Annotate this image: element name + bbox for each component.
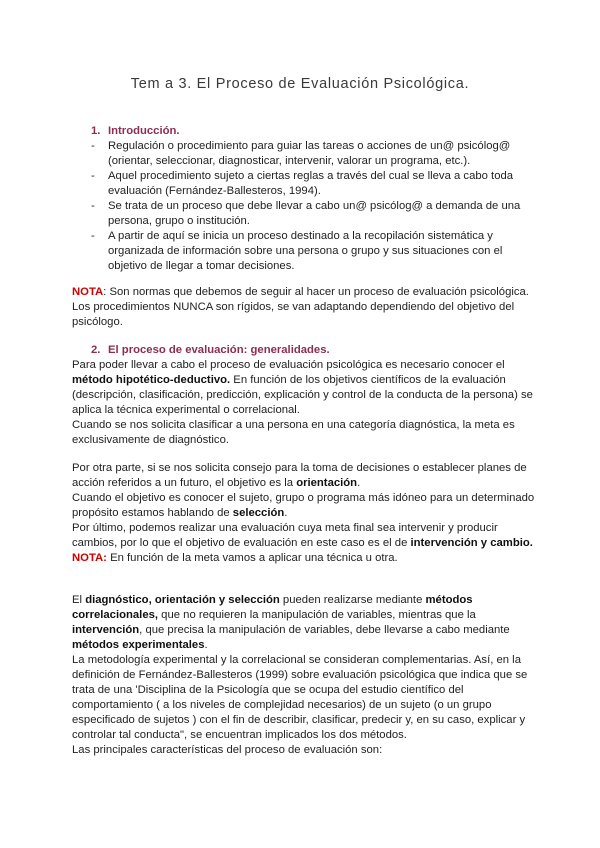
p3-line-6: definición de Fernández-Ballesteros (1999) sobre evaluación psicológica que indica que se	[72, 669, 528, 681]
p2-line-3: Cuando el objetivo es conocer el sujeto, grupo o programa más idóneo para un determinado	[72, 492, 535, 504]
nota-1-line-2: Los procedimientos NUNCA son rígidos, se van adaptando dependiendo del objetivo del	[72, 301, 515, 313]
section-1-heading: Introducción.	[108, 125, 180, 137]
nota-2-line: NOTA: En función de la meta vamos a aplicar una técnica u otra.	[72, 552, 398, 564]
section-2-heading: El proceso de evaluación: generalidades.	[108, 344, 330, 356]
bullet-3-line-1: Se trata de un proceso que debe llevar a cabo un@ psicólog@ a demanda de una	[108, 200, 521, 212]
p2-line-6: cambios, por lo que el objetivo de evaluación en este caso es el de intervención y cambio.	[72, 537, 533, 549]
section-1-number: 1.	[91, 125, 101, 137]
document-title: Tem a 3. El Proceso de Evaluación Psicológica.	[130, 76, 470, 92]
bullet-dash: -	[91, 140, 95, 152]
nota-label: NOTA:	[72, 552, 107, 564]
p1-line-2: método hipotético-deductivo. En función de los objetivos científicos de la evaluación	[72, 374, 506, 386]
bullet-4-line-2: organizada de información sobre una persona o grupo y sus situaciones con el	[108, 245, 503, 257]
p3-line-2: correlacionales, que no requieren la manipulación de variables, mientras que la	[72, 609, 476, 621]
p3-line-4: métodos experimentales.	[72, 639, 208, 651]
bullet-3-line-2: persona, grupo o institución.	[108, 215, 250, 227]
bullet-2-line-1: Aquel procedimiento sujeto a ciertas reglas a través del cual se lleva a cabo toda	[108, 170, 514, 182]
p1-line-6: exclusivamente de diagnóstico.	[72, 434, 229, 446]
bullet-4-line-1: A partir de aquí se inicia un proceso destinado a la recopilación sistemática y	[108, 230, 493, 242]
bullet-4-line-3: objetivo de llegar a tomar decisiones.	[108, 260, 295, 272]
bullet-dash: -	[91, 200, 95, 212]
bullet-dash: -	[91, 230, 95, 242]
p3-line-11: Las principales características del proceso de evaluación son:	[72, 744, 383, 756]
p2-line-2: acción referidos a un futuro, el objetivo es la orientación.	[72, 477, 361, 489]
p1-line-4: aplica la técnica experimental o correlacional.	[72, 404, 300, 416]
p3-line-8: comportamiento ( a los niveles de complejidad necesarios) de un sujeto (o un grupo	[72, 699, 492, 711]
p2-line-4: propósito estamos hablando de selección.	[72, 507, 288, 519]
bullet-1-line-2: (orientar, seleccionar, diagnosticar, intervenir, valorar un programa, etc.).	[108, 155, 471, 167]
p3-line-3: intervención, que precisa la manipulación de variables, debe llevarse a cabo mediante	[72, 624, 510, 636]
p1-line-3: (descripción, clasificación, predicción, explicación y control de la conducta de la persona) se	[72, 389, 533, 401]
nota-label: NOTA	[72, 286, 104, 298]
nota-1-line-1: NOTA: Son normas que debemos de seguir al hacer un proceso de evaluación psicológica.	[72, 286, 529, 298]
p3-line-5: La metodología experimental y la correlacional se consideran complementarias. Así, en la	[72, 654, 521, 666]
p2-line-1: Por otra parte, si se nos solicita consejo para la toma de decisiones o establecer planes de	[72, 462, 527, 474]
p3-line-1: El diagnóstico, orientación y selección pueden realizarse mediante métodos	[72, 594, 473, 606]
section-2-number: 2.	[91, 344, 101, 356]
bullet-2-line-2: evaluación (Fernández-Ballesteros, 1994).	[108, 185, 321, 197]
p3-line-9: especificado de sujetos ) con el fin de describir, clasificar, predecir y, en su caso, explicar y	[72, 714, 526, 726]
p3-line-7: trata de una 'Disciplina de la Psicología que se ocupa del estudio científico del	[72, 684, 464, 696]
nota-1-line-3: psicólogo.	[72, 316, 123, 328]
bullet-1-line-1: Regulación o procedimiento para guiar las tareas o acciones de un@ psicólog@	[108, 140, 511, 152]
p3-line-10: controlar tal conducta", se encuentran implicados los dos métodos.	[72, 729, 407, 741]
p1-line-5: Cuando se nos solicita clasificar a una persona en una categoría diagnóstica, la meta es	[72, 419, 515, 431]
p2-line-5: Por último, podemos realizar una evaluación cuya meta final sea intervenir y producir	[72, 522, 498, 534]
p1-line-1: Para poder llevar a cabo el proceso de evaluación psicológica es necesario conocer el	[72, 359, 505, 371]
bullet-dash: -	[91, 170, 95, 182]
